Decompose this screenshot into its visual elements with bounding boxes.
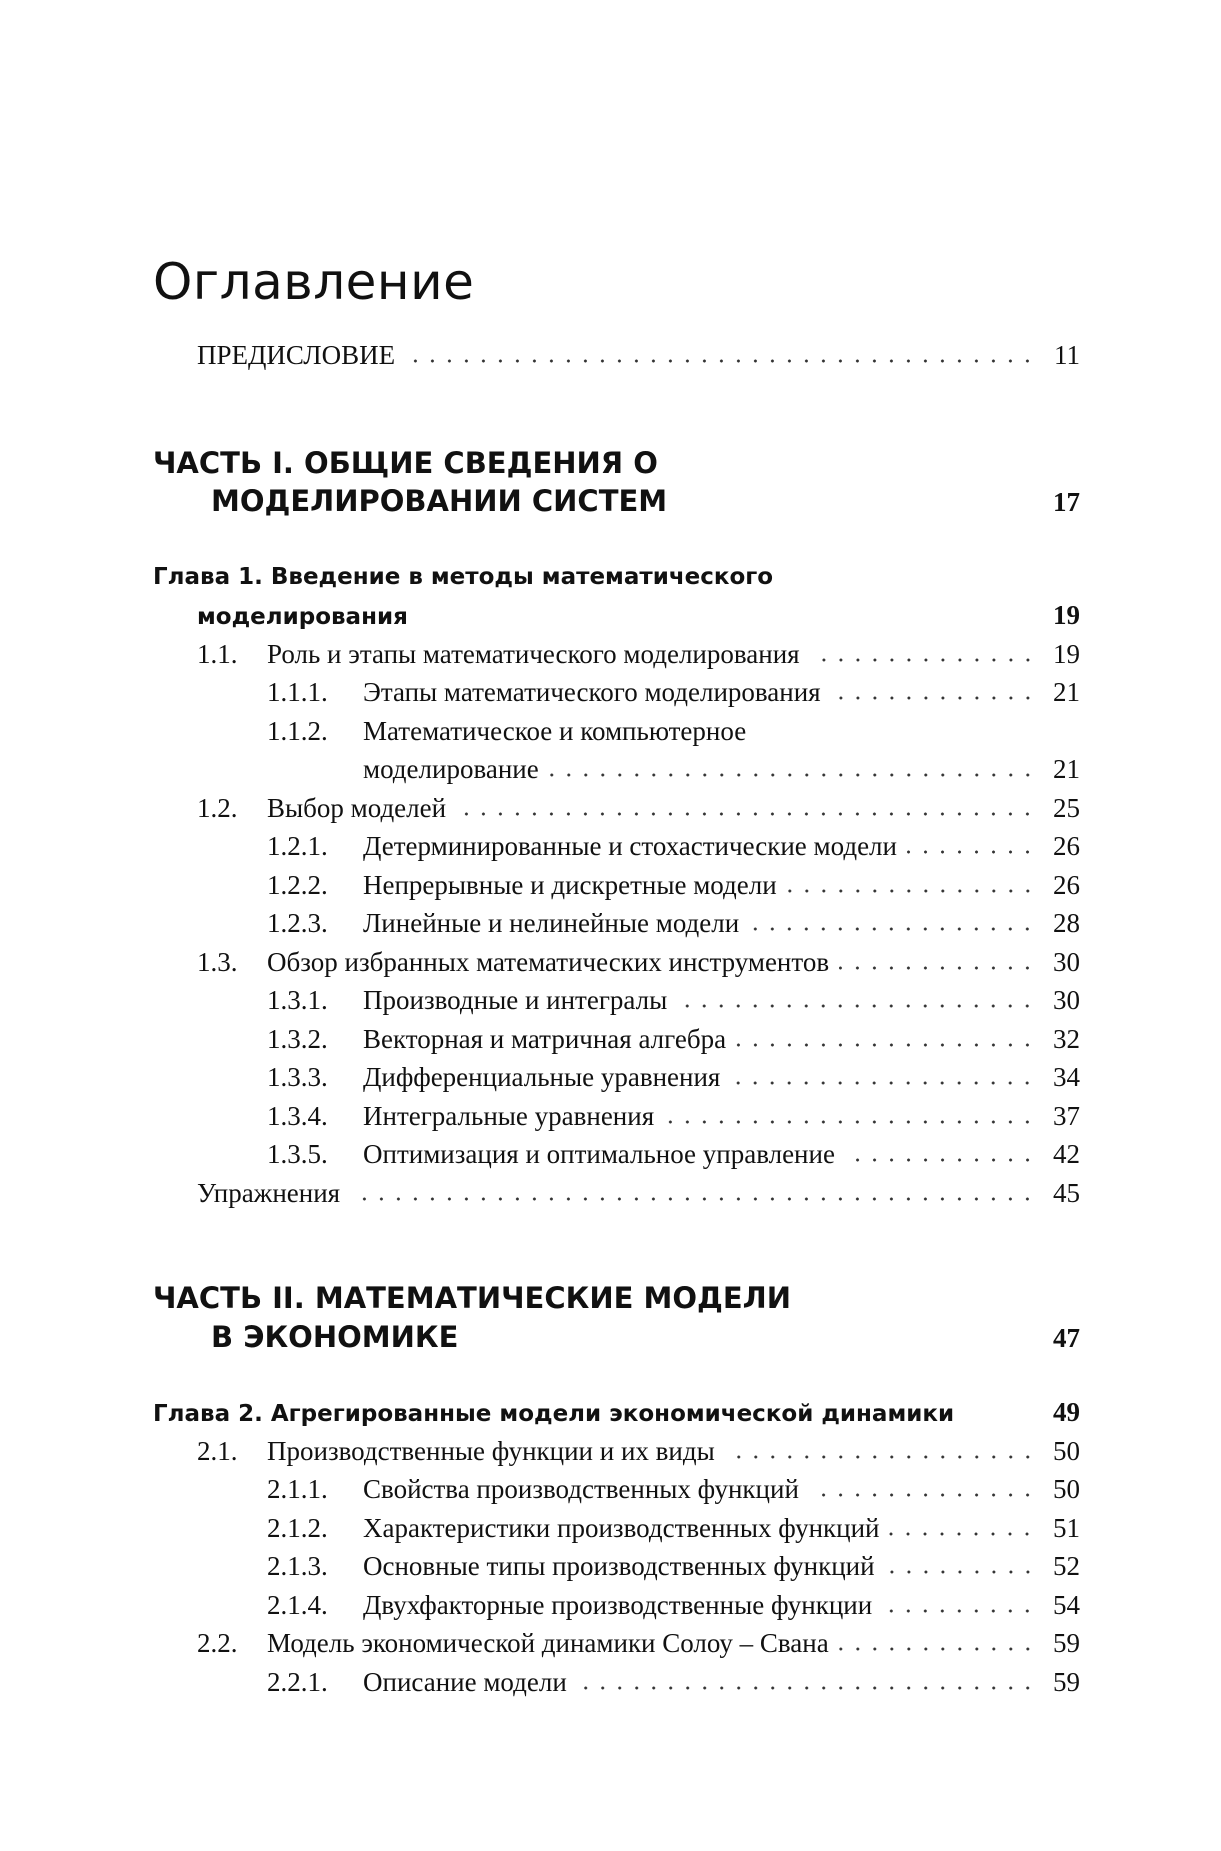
entry-title: Производственные функции и их виды (267, 1435, 715, 1466)
entry-title: МОДЕЛИРОВАНИИ СИСТЕМ (211, 484, 668, 518)
entry-number: 1.2. (197, 792, 238, 823)
entry-number: 1.3. (197, 946, 238, 977)
toc-entry-exercises[interactable] (153, 1174, 1080, 1213)
toc-line (153, 827, 1080, 866)
entry-title: Производные и интегралы (363, 985, 668, 1015)
page-number[interactable]: 49 (1053, 1397, 1080, 1427)
dot-leader (907, 845, 1036, 855)
entry-title: Дифференциальные уравнения (363, 1062, 721, 1092)
dot-leader (810, 653, 1036, 663)
toc-entry-subsection[interactable] (153, 1663, 1080, 1702)
toc-line (153, 482, 1080, 521)
page-number[interactable]: 25 (1053, 792, 1080, 823)
entry-title: Оптимизация и оптимальное управление (363, 1139, 835, 1169)
entry-number: 1.2.3. (267, 908, 328, 938)
page-number[interactable]: 19 (1053, 600, 1080, 630)
entry-number: 1.1.1. (267, 677, 328, 707)
entry-title: моделирование (363, 754, 539, 784)
entry-number: 2.1.3. (267, 1551, 328, 1581)
entry-number: 1.2.1. (267, 831, 328, 861)
toc-entry-subsection[interactable] (153, 1586, 1080, 1625)
page-number[interactable]: 30 (1053, 946, 1080, 977)
dot-leader (736, 1038, 1036, 1048)
dot-leader (809, 1488, 1036, 1498)
entry-number: 2.1.4. (267, 1589, 328, 1620)
page-number[interactable]: 26 (1053, 869, 1080, 900)
dot-leader (882, 1604, 1036, 1614)
toc-line (153, 1393, 1080, 1432)
entry-number: 1.3.2. (267, 1023, 328, 1054)
toc-entry-section[interactable] (153, 1432, 1080, 1471)
entry-number: 1.3.4. (267, 1100, 328, 1131)
toc-entry-subsection[interactable] (153, 1135, 1080, 1174)
dot-leader (831, 691, 1036, 701)
toc-entry-part[interactable] (153, 444, 1080, 521)
toc-line (153, 1135, 1080, 1174)
entry-title: ПРЕДИСЛОВИЕ (197, 340, 396, 370)
page-number[interactable]: 26 (1053, 831, 1080, 861)
page-number[interactable]: 47 (1053, 1322, 1080, 1353)
toc-entry-section[interactable] (153, 943, 1080, 982)
entry-title: Глава 1. Введение в методы математического (153, 563, 774, 590)
toc-entry-section[interactable] (153, 1624, 1080, 1663)
toc-line (153, 904, 1080, 943)
entry-title: Глава 2. Агрегированные модели экономической динамики (153, 1401, 955, 1427)
toc-line (153, 1509, 1080, 1548)
toc-line (153, 635, 1080, 674)
entry-number: 1.1. (197, 638, 238, 669)
toc-line (153, 712, 1080, 751)
entry-number: 1.3.1. (267, 985, 328, 1015)
dot-leader (405, 354, 1036, 364)
page-title: Оглавление (153, 253, 475, 311)
dot-leader (885, 1565, 1036, 1575)
toc-entry-subsection[interactable] (153, 1470, 1080, 1509)
toc-line (153, 981, 1080, 1020)
entry-title: Интегральные уравнения (363, 1100, 655, 1131)
dot-leader (350, 1192, 1036, 1202)
entry-number: 2.1.1. (267, 1474, 328, 1504)
toc-line (153, 1097, 1080, 1136)
toc-entry-subsection[interactable] (153, 981, 1080, 1020)
page-number[interactable]: 32 (1053, 1023, 1080, 1054)
dot-leader (577, 1681, 1036, 1691)
toc-line (153, 558, 1080, 597)
toc-line (153, 1547, 1080, 1586)
toc-line (153, 1624, 1080, 1663)
entry-number: 1.1.2. (267, 715, 328, 746)
toc-entry-subsection[interactable] (153, 1509, 1080, 1548)
dot-leader (845, 1153, 1036, 1163)
toc-entry-subsection[interactable] (153, 1547, 1080, 1586)
dot-leader (549, 768, 1036, 778)
entry-title: Роль и этапы математического моделирования (267, 638, 800, 669)
toc-line (153, 750, 1080, 789)
toc-line (153, 789, 1080, 828)
dot-leader (725, 1450, 1036, 1460)
page-number[interactable]: 45 (1053, 1177, 1080, 1208)
toc-line (153, 943, 1080, 982)
dot-leader (787, 884, 1036, 894)
toc-line (153, 1279, 1080, 1318)
page-number[interactable]: 34 (1053, 1062, 1080, 1092)
dot-leader (664, 1115, 1036, 1125)
toc-entry-chapter[interactable] (153, 558, 1080, 635)
entry-number: 1.3.5. (267, 1139, 328, 1169)
entry-number: 2.1. (197, 1435, 238, 1466)
toc-line (153, 596, 1080, 635)
dot-leader (677, 999, 1036, 1009)
entry-title: Непрерывные и дискретные модели (363, 869, 777, 900)
page-number[interactable]: 50 (1053, 1474, 1080, 1504)
toc-line (153, 866, 1080, 905)
entry-title: Математическое и компьютерное (363, 715, 747, 746)
page-number[interactable]: 50 (1053, 1435, 1080, 1466)
page-number[interactable]: 21 (1053, 754, 1080, 784)
toc-entry-part[interactable] (153, 1279, 1080, 1356)
entry-title: моделирования (197, 604, 408, 630)
entry-title: Модель экономической динамики Солоу – Свана (267, 1628, 829, 1658)
toc-line (153, 336, 1080, 375)
toc-entry-subsection[interactable] (153, 827, 1080, 866)
page-number[interactable]: 59 (1053, 1666, 1080, 1697)
dot-leader (730, 1076, 1036, 1086)
table-of-contents (153, 252, 1080, 1701)
entry-title: Характеристики производственных функций (363, 1512, 880, 1543)
page-number[interactable]: 30 (1053, 985, 1080, 1015)
page-number[interactable]: 21 (1053, 677, 1080, 707)
entry-title: Векторная и матричная алгебра (363, 1023, 727, 1054)
toc-line (153, 1470, 1080, 1509)
toc-entry-section[interactable] (153, 635, 1080, 674)
toc-entries (153, 336, 1080, 1701)
entry-number: 2.1.2. (267, 1512, 328, 1543)
dot-leader (749, 922, 1036, 932)
page-number[interactable]: 17 (1053, 487, 1080, 517)
entry-number: 1.3.3. (267, 1062, 328, 1092)
toc-line (153, 1058, 1080, 1097)
dot-leader (839, 1642, 1036, 1652)
toc-entry-preface[interactable] (153, 336, 1080, 375)
toc-line (153, 1318, 1080, 1357)
toc-entry-subsection[interactable] (153, 866, 1080, 905)
toc-entry-chapter[interactable] (153, 1393, 1080, 1432)
dot-leader (839, 961, 1036, 971)
entry-title: Этапы математического моделирования (363, 677, 821, 707)
entry-title: ЧАСТЬ II. МАТЕМАТИЧЕСКИЕ МОДЕЛИ (153, 1281, 791, 1315)
toc-entry-subsection[interactable] (153, 1058, 1080, 1097)
toc-entry-section[interactable] (153, 789, 1080, 828)
entry-title: Двухфакторные производственные функции (363, 1589, 873, 1620)
entry-title: Основные типы производственных функций (363, 1551, 875, 1581)
toc-line (153, 673, 1080, 712)
page-number[interactable]: 37 (1053, 1100, 1080, 1131)
entry-title: Упражнения (197, 1177, 341, 1208)
toc-entry-subsection[interactable] (153, 1097, 1080, 1136)
entry-number: 1.2.2. (267, 869, 328, 900)
toc-entry-subsection[interactable] (153, 1020, 1080, 1059)
toc-entry-subsection[interactable] (153, 712, 1080, 789)
entry-title: Описание модели (363, 1666, 567, 1697)
toc-line (153, 1586, 1080, 1625)
page-number[interactable]: 42 (1053, 1139, 1080, 1169)
entry-title: Детерминированные и стохастические модели (363, 831, 897, 861)
entry-title: Линейные и нелинейные модели (363, 908, 740, 938)
entry-title: Обзор избранных математических инструментов (267, 946, 830, 977)
page-number[interactable]: 52 (1053, 1551, 1080, 1581)
entry-title: Выбор моделей (267, 792, 447, 823)
entry-number: 2.2. (197, 1628, 238, 1658)
toc-line (153, 1174, 1080, 1213)
entry-title: Свойства производственных функций (363, 1474, 799, 1504)
toc-line (153, 1020, 1080, 1059)
page-number[interactable]: 54 (1053, 1589, 1080, 1620)
page-number[interactable]: 28 (1053, 908, 1080, 938)
page-number[interactable]: 51 (1053, 1512, 1080, 1543)
toc-entry-subsection[interactable] (153, 904, 1080, 943)
toc-line (153, 1663, 1080, 1702)
page-number[interactable]: 59 (1053, 1628, 1080, 1658)
entry-title: В ЭКОНОМИКЕ (211, 1319, 459, 1354)
toc-line (153, 444, 1080, 483)
toc-line (153, 1432, 1080, 1471)
dot-leader (889, 1527, 1036, 1537)
page-number[interactable]: 19 (1053, 638, 1080, 669)
entry-number: 2.2.1. (267, 1666, 328, 1697)
page-number[interactable]: 11 (1054, 340, 1080, 370)
entry-title: ЧАСТЬ I. ОБЩИЕ СВЕДЕНИЯ О (153, 445, 658, 480)
toc-entry-subsection[interactable] (153, 673, 1080, 712)
dot-leader (456, 807, 1036, 817)
